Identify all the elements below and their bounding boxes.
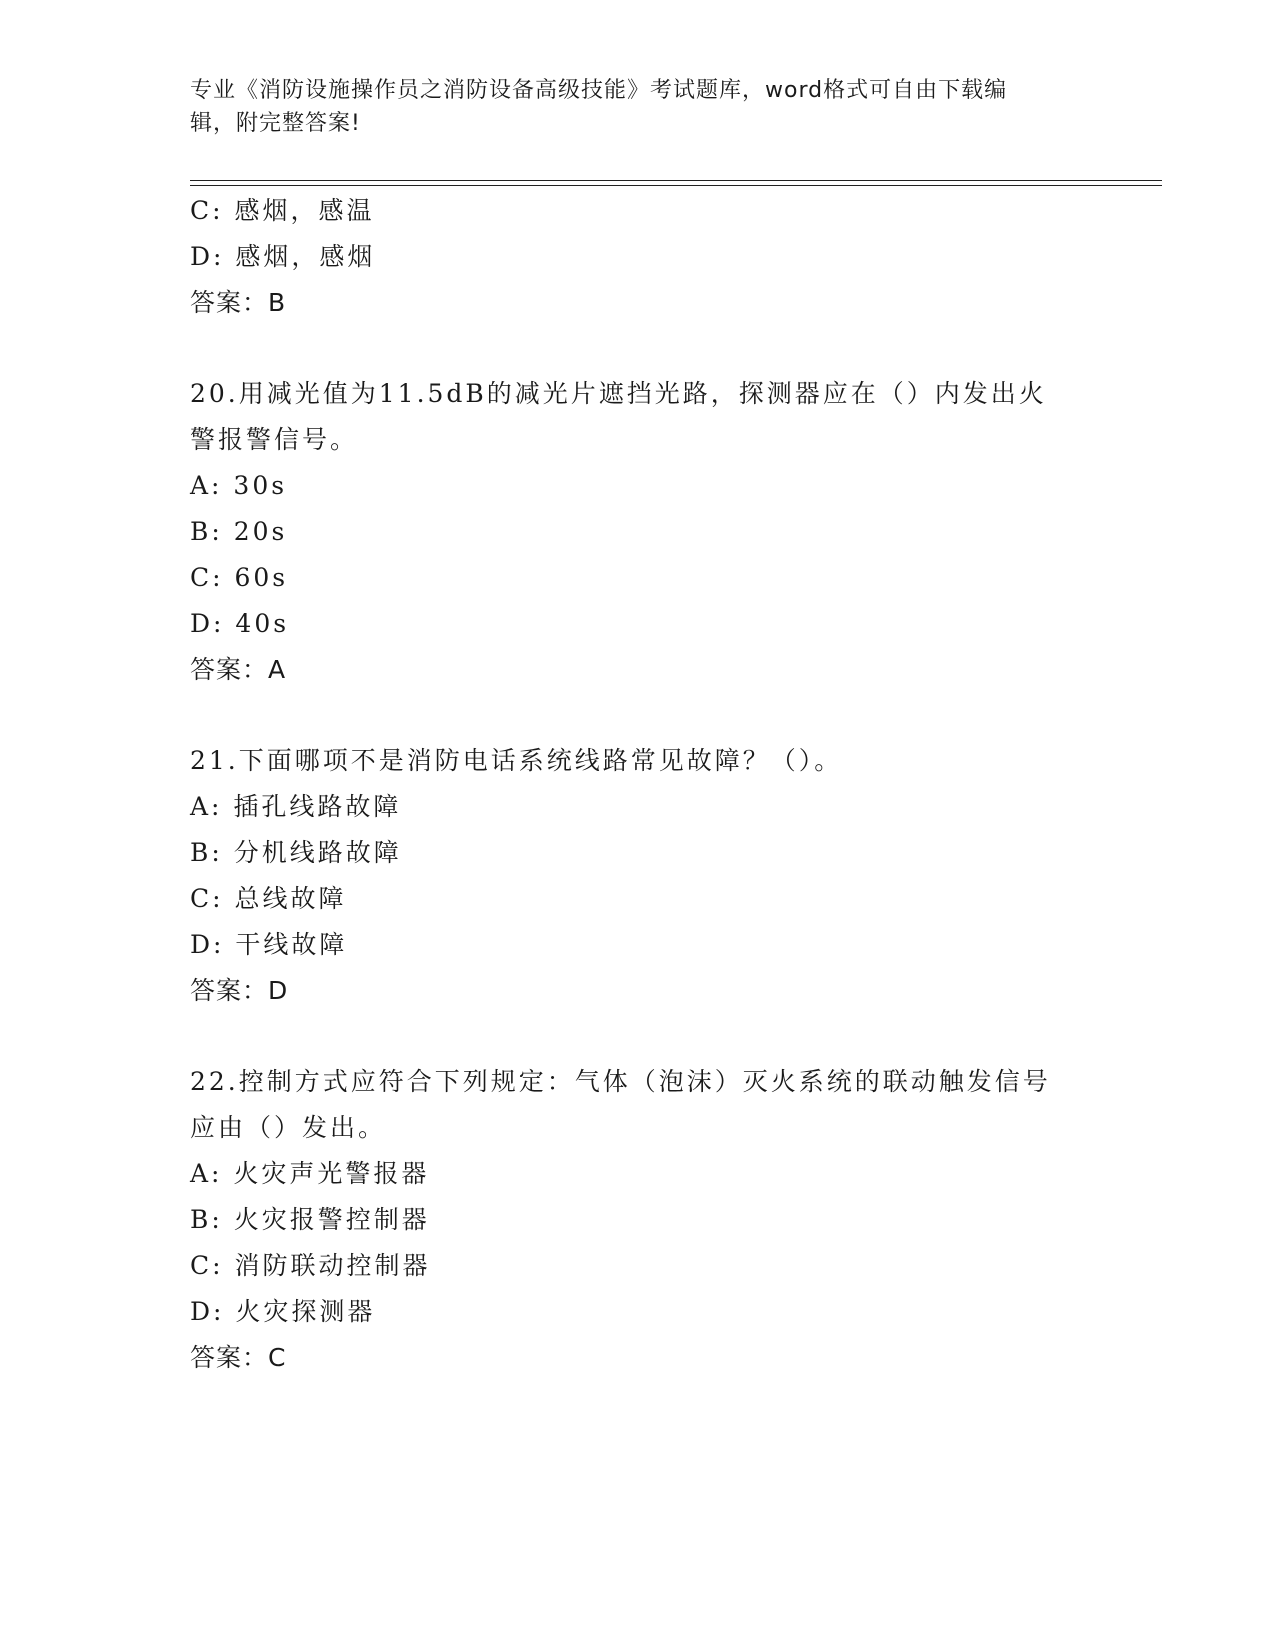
option-a: A: 插孔线路故障 (190, 792, 402, 821)
answer-line: 答案：C (190, 1343, 287, 1372)
option-d: D: 火灾探测器 (190, 1297, 376, 1326)
question-20 (190, 371, 1090, 693)
answer-line: 答案：A (190, 655, 287, 684)
question-stem-cont: 应由（）发出。 (190, 1113, 387, 1142)
option-b: B: 20s (190, 517, 288, 546)
answer-line: 答案：D (190, 976, 289, 1005)
question-stem: 22.控制方式应符合下列规定：气体（泡沫）灭火系统的联动触发信号 (190, 1067, 1051, 1096)
option-d: D: 40s (190, 609, 290, 638)
option-c: C: 消防联动控制器 (190, 1251, 431, 1280)
option-c: C: 感烟，感温 (190, 196, 375, 225)
option-d: D: 干线故障 (190, 930, 348, 959)
header-divider-top (190, 180, 1162, 181)
option-b: B: 分机线路故障 (190, 838, 402, 867)
previous-question-block (190, 188, 1090, 326)
question-21 (190, 738, 1090, 1014)
question-stem: 21.下面哪项不是消防电话系统线路常见故障？（）。 (190, 746, 843, 775)
document-header (190, 74, 1080, 140)
answer-line: 答案：B (190, 288, 287, 317)
option-a: A: 火灾声光警报器 (190, 1159, 430, 1188)
option-c: C: 总线故障 (190, 884, 347, 913)
option-c: C: 60s (190, 563, 289, 592)
question-22 (190, 1059, 1090, 1381)
header-line-2: 辑，附完整答案! (190, 111, 361, 136)
option-d: D: 感烟，感烟 (190, 242, 376, 271)
header-divider-bottom (190, 185, 1162, 186)
option-a: A: 30s (190, 471, 288, 500)
header-line-1: 专业《消防设施操作员之消防设备高级技能》考试题库，word格式可自由下载编 (190, 78, 1008, 103)
question-stem-cont: 警报警信号。 (190, 425, 359, 454)
question-content (190, 188, 1090, 1381)
option-b: B: 火灾报警控制器 (190, 1205, 430, 1234)
question-stem: 20.用减光值为11.5dB的减光片遮挡光路，探测器应在（）内发出火 (190, 379, 1047, 408)
